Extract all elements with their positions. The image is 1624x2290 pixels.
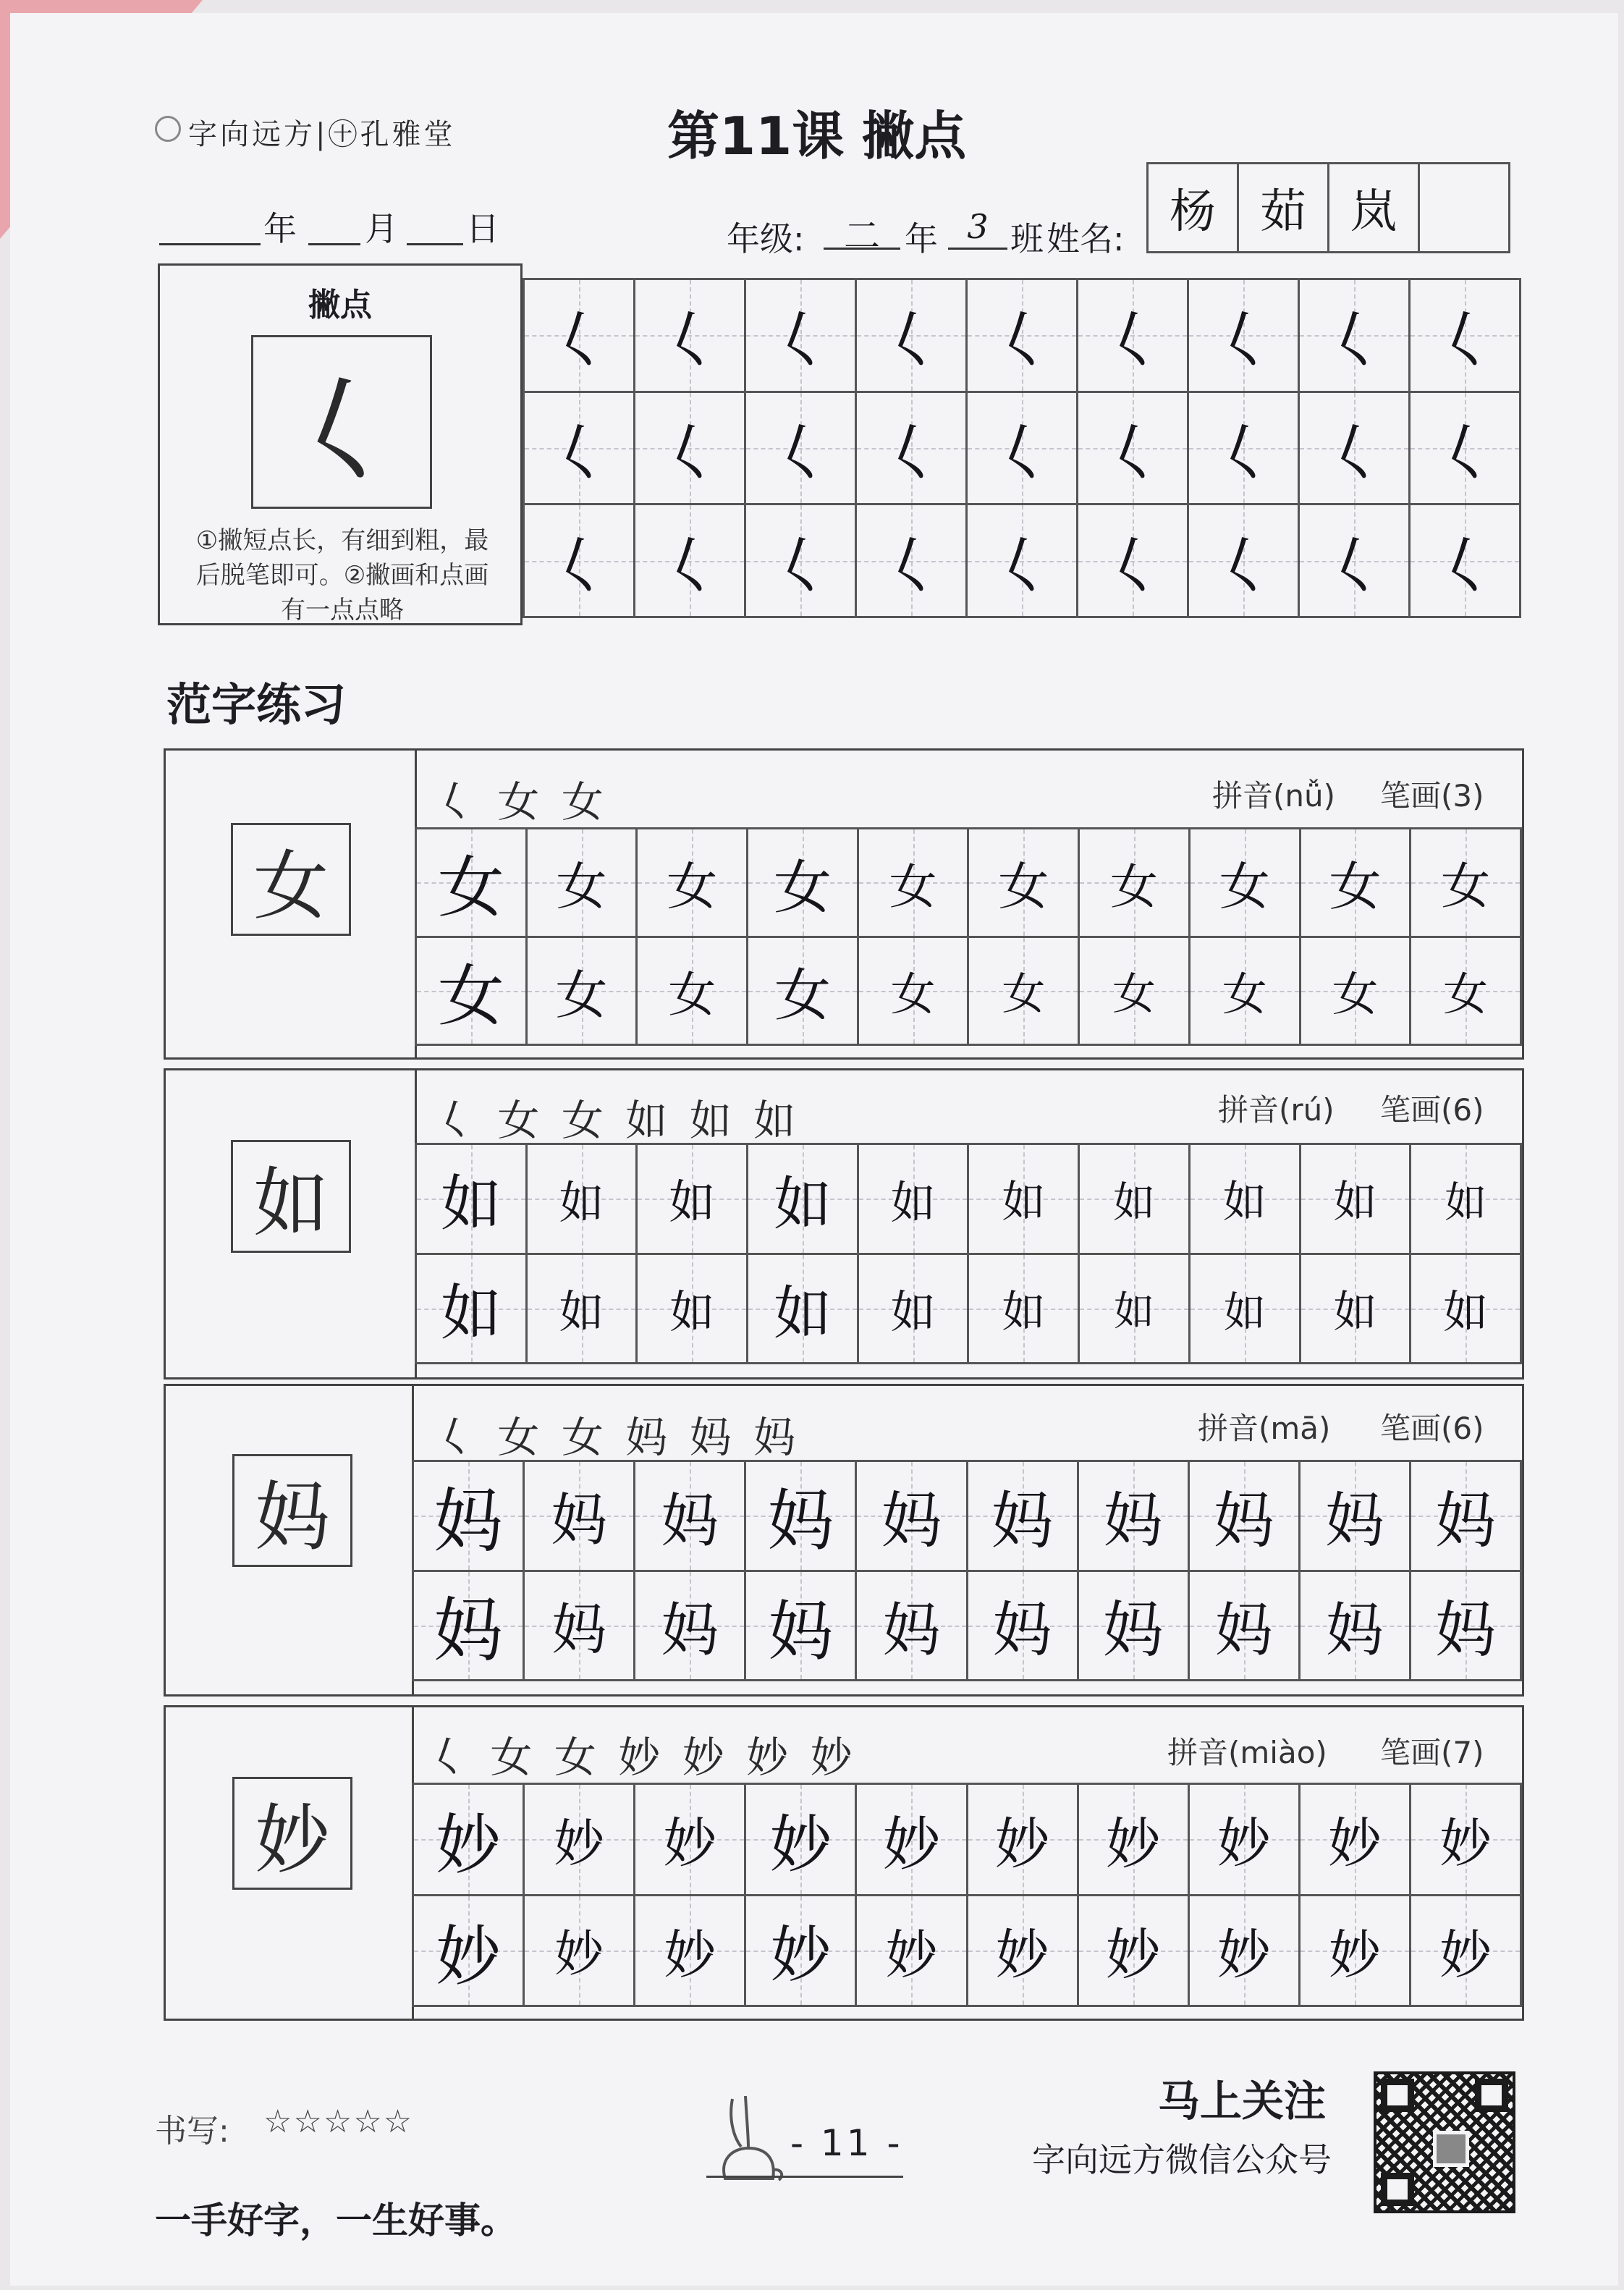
- practice-cell[interactable]: 𡿨: [1078, 505, 1189, 618]
- practice-cell[interactable]: 妙: [746, 1896, 857, 2008]
- practice-cell[interactable]: 女: [859, 938, 970, 1047]
- practice-cell[interactable]: 如: [1301, 1255, 1412, 1365]
- practice-cell[interactable]: 妙: [746, 1785, 857, 1896]
- practice-cell[interactable]: 女: [969, 829, 1080, 938]
- practice-cell[interactable]: 如: [1190, 1255, 1301, 1365]
- pinyin-label: 拼音(miào): [1167, 1735, 1327, 1770]
- practice-cell[interactable]: 妈: [1411, 1572, 1522, 1682]
- practice-cell[interactable]: 妈: [635, 1462, 746, 1572]
- practice-cell[interactable]: 妈: [968, 1462, 1079, 1572]
- practice-cell[interactable]: 𡿨: [857, 505, 968, 618]
- practice-cell[interactable]: 妈: [1301, 1572, 1411, 1682]
- practice-cell[interactable]: 妙: [1301, 1896, 1411, 2008]
- practice-cell[interactable]: 妙: [968, 1785, 1079, 1896]
- stroke-description: ①撇短点长，有细到粗，最后脱笔即可。②撇画和点画有一点点略: [195, 526, 489, 625]
- practice-cell[interactable]: 妈: [414, 1462, 525, 1572]
- practice-cell[interactable]: 女: [969, 938, 1080, 1047]
- practice-cell[interactable]: 妙: [1079, 1896, 1190, 2008]
- practice-cell[interactable]: 如: [638, 1255, 748, 1365]
- practice-cell[interactable]: 妈: [857, 1462, 968, 1572]
- name-box[interactable]: 杨: [1146, 162, 1237, 253]
- practice-cell[interactable]: 女: [748, 829, 859, 938]
- practice-cell[interactable]: 妙: [525, 1896, 635, 2008]
- grade-label: 年级:: [727, 219, 805, 258]
- stroke-order: 𡿨 女 女 妙 妙 妙 妙: [426, 1733, 857, 1782]
- practice-cell[interactable]: 𡿨: [1078, 393, 1189, 506]
- stroke-order: 𡿨 女 女 妈 妈 妈: [434, 1413, 800, 1462]
- practice-cell[interactable]: 𡿨: [1300, 393, 1411, 506]
- practice-cell[interactable]: 妙: [968, 1896, 1079, 2008]
- practice-cell[interactable]: 妈: [1190, 1462, 1301, 1572]
- practice-cell[interactable]: 𡿨: [525, 280, 635, 393]
- practice-cell[interactable]: 妙: [1411, 1785, 1522, 1896]
- practice-cell[interactable]: 女: [1190, 829, 1301, 938]
- practice-cell[interactable]: 女: [1411, 938, 1522, 1047]
- practice-cell[interactable]: 𡿨: [857, 280, 968, 393]
- name-box[interactable]: 茹: [1237, 162, 1327, 253]
- practice-cell[interactable]: 如: [1080, 1255, 1190, 1365]
- practice-cell[interactable]: 妙: [1411, 1896, 1522, 2008]
- practice-cell[interactable]: 女: [1301, 938, 1412, 1047]
- slogan: 一手好字，一生好事。: [155, 2200, 517, 2242]
- practice-cell[interactable]: 女: [528, 938, 638, 1047]
- practice-cell[interactable]: 妙: [1190, 1896, 1301, 2008]
- practice-cell[interactable]: 妙: [1190, 1785, 1301, 1896]
- practice-cell[interactable]: 妙: [414, 1896, 525, 2008]
- stroke-order: 𡿨 女 女 如 如 如: [434, 1096, 800, 1145]
- practice-cell[interactable]: 妙: [1301, 1785, 1411, 1896]
- practice-cell[interactable]: 妈: [1079, 1462, 1190, 1572]
- pinyin-label: 拼音(nǚ): [1212, 778, 1336, 814]
- stroke-model: 𡿨: [251, 335, 432, 509]
- practice-cell[interactable]: 如: [1301, 1145, 1412, 1255]
- practice-cell[interactable]: 𡿨: [525, 505, 635, 618]
- grade-field[interactable]: 二: [824, 207, 900, 250]
- brand-logo: 字向远方|㊉孔雅堂: [188, 118, 456, 151]
- year-label: 年: [263, 209, 297, 248]
- class-label: 班: [1010, 219, 1044, 258]
- practice-cell[interactable]: 如: [528, 1145, 638, 1255]
- practice-cell[interactable]: 妈: [414, 1572, 525, 1682]
- stroke-count-label: 笔画(6): [1380, 1092, 1484, 1128]
- practice-cell[interactable]: 如: [748, 1145, 859, 1255]
- practice-section-title: 范字练习: [166, 678, 347, 731]
- practice-cell[interactable]: 𡿨: [1189, 393, 1300, 506]
- practice-cell[interactable]: 如: [859, 1255, 970, 1365]
- practice-cell[interactable]: 妈: [525, 1462, 635, 1572]
- practice-cell[interactable]: 𡿨: [635, 505, 746, 618]
- practice-cell[interactable]: 𡿨: [635, 280, 746, 393]
- stroke-count-label: 笔画(3): [1380, 778, 1484, 814]
- practice-cell[interactable]: 妙: [414, 1785, 525, 1896]
- worksheet-page: [10, 13, 1618, 2286]
- practice-cell[interactable]: 妈: [1190, 1572, 1301, 1682]
- practice-cell[interactable]: 如: [969, 1255, 1080, 1365]
- practice-cell[interactable]: 𡿨: [1078, 280, 1189, 393]
- character-practice-grid: [412, 1783, 1522, 2007]
- qr-finder: [1381, 2079, 1414, 2112]
- practice-cell[interactable]: 妈: [746, 1462, 857, 1572]
- practice-cell[interactable]: 女: [638, 938, 748, 1047]
- practice-cell[interactable]: 女: [417, 829, 528, 938]
- class-field[interactable]: 3: [948, 207, 1007, 250]
- model-character: 妈: [232, 1454, 352, 1567]
- name-box[interactable]: [1418, 162, 1510, 253]
- stroke-order: 𡿨 女 女: [434, 777, 608, 827]
- practice-cell[interactable]: 𡿨: [1189, 280, 1300, 393]
- practice-cell[interactable]: 女: [1080, 829, 1190, 938]
- practice-cell[interactable]: 如: [1190, 1145, 1301, 1255]
- practice-cell[interactable]: 𡿨: [968, 505, 1078, 618]
- follow-label: 马上关注: [1158, 2076, 1327, 2126]
- writing-rating-label: 书写:: [155, 2113, 229, 2150]
- practice-cell[interactable]: 𡿨: [746, 393, 857, 506]
- practice-cell[interactable]: 𡿨: [525, 393, 635, 506]
- stroke-count-label: 笔画(6): [1380, 1411, 1484, 1446]
- practice-cell[interactable]: 妈: [635, 1572, 746, 1682]
- character-block: [164, 1384, 1524, 1697]
- practice-cell[interactable]: 𡿨: [1411, 280, 1521, 393]
- practice-cell[interactable]: 如: [417, 1255, 528, 1365]
- pinyin-label: 拼音(mā): [1198, 1411, 1331, 1446]
- brand-seal-icon: [155, 116, 181, 142]
- practice-cell[interactable]: 女: [1190, 938, 1301, 1047]
- practice-cell[interactable]: 妈: [968, 1572, 1079, 1682]
- practice-cell[interactable]: 女: [1080, 938, 1190, 1047]
- practice-cell[interactable]: 妈: [1079, 1572, 1190, 1682]
- grade-unit: 年: [905, 219, 938, 258]
- practice-cell[interactable]: 妈: [525, 1572, 635, 1682]
- practice-cell[interactable]: 如: [638, 1145, 748, 1255]
- practice-cell[interactable]: 𡿨: [968, 393, 1078, 506]
- stroke-info-panel: [158, 263, 523, 625]
- practice-cell[interactable]: 如: [859, 1145, 970, 1255]
- star-rating[interactable]: ☆☆☆☆☆: [263, 2103, 414, 2140]
- character-block: [164, 1068, 1524, 1380]
- qr-logo: [1433, 2131, 1469, 2167]
- practice-cell[interactable]: 女: [528, 829, 638, 938]
- lesson-title: 第11课 撇点: [667, 106, 967, 166]
- stroke-practice-grid: [523, 278, 1521, 618]
- practice-cell[interactable]: 女: [1301, 829, 1412, 938]
- practice-cell[interactable]: 女: [748, 938, 859, 1047]
- practice-cell[interactable]: 妈: [1301, 1462, 1411, 1572]
- practice-cell[interactable]: 妙: [857, 1785, 968, 1896]
- qr-code[interactable]: [1374, 2071, 1515, 2213]
- practice-cell[interactable]: 如: [528, 1255, 638, 1365]
- character-block: [164, 1705, 1524, 2021]
- name-label: 姓名:: [1046, 219, 1125, 258]
- name-boxes: [1146, 162, 1510, 253]
- practice-cell[interactable]: 妙: [635, 1785, 746, 1896]
- practice-cell[interactable]: 女: [417, 938, 528, 1047]
- page-number: - 11 -: [790, 2122, 903, 2164]
- model-character: 妙: [232, 1777, 352, 1890]
- character-practice-grid: [415, 827, 1522, 1046]
- pinyin-label: 拼音(rú): [1218, 1092, 1335, 1128]
- practice-cell[interactable]: 女: [859, 829, 970, 938]
- practice-cell[interactable]: 𡿨: [1300, 280, 1411, 393]
- practice-cell[interactable]: 𡿨: [746, 505, 857, 618]
- practice-cell[interactable]: 如: [1411, 1255, 1522, 1365]
- month-label: 月: [365, 209, 398, 248]
- stroke-name: 撇点: [308, 287, 372, 324]
- practice-cell[interactable]: 妈: [1411, 1462, 1522, 1572]
- practice-cell[interactable]: 𡿨: [968, 280, 1078, 393]
- qr-finder: [1475, 2079, 1508, 2112]
- practice-cell[interactable]: 𡿨: [1189, 505, 1300, 618]
- practice-cell[interactable]: 如: [1411, 1145, 1522, 1255]
- practice-cell[interactable]: 妙: [857, 1896, 968, 2008]
- practice-cell[interactable]: 𡿨: [1411, 505, 1521, 618]
- practice-cell[interactable]: 女: [1411, 829, 1522, 938]
- practice-cell[interactable]: 如: [969, 1145, 1080, 1255]
- practice-cell[interactable]: 𡿨: [1411, 393, 1521, 506]
- wechat-account-label: 字向远方微信公众号: [1032, 2140, 1332, 2179]
- character-block: [164, 748, 1524, 1060]
- qr-finder: [1381, 2173, 1414, 2206]
- practice-cell[interactable]: 𡿨: [635, 393, 746, 506]
- day-blank[interactable]: [407, 236, 463, 245]
- character-practice-grid: [415, 1143, 1522, 1364]
- month-blank[interactable]: [308, 236, 360, 245]
- year-blank[interactable]: [159, 236, 261, 245]
- practice-cell[interactable]: 如: [417, 1145, 528, 1255]
- practice-cell[interactable]: 𡿨: [1300, 505, 1411, 618]
- practice-cell[interactable]: 𡿨: [857, 393, 968, 506]
- model-character: 如: [231, 1140, 351, 1253]
- practice-cell[interactable]: 如: [1080, 1145, 1190, 1255]
- character-practice-grid: [412, 1460, 1522, 1681]
- practice-cell[interactable]: 妈: [857, 1572, 968, 1682]
- stroke-count-label: 笔画(7): [1380, 1735, 1484, 1770]
- practice-cell[interactable]: 女: [638, 829, 748, 938]
- page-number-underline: [706, 2176, 903, 2178]
- practice-cell[interactable]: 妙: [635, 1896, 746, 2008]
- practice-cell[interactable]: 妈: [746, 1572, 857, 1682]
- practice-cell[interactable]: 如: [748, 1255, 859, 1365]
- practice-cell[interactable]: 妙: [1079, 1785, 1190, 1896]
- practice-cell[interactable]: 妙: [525, 1785, 635, 1896]
- day-label: 日: [466, 209, 499, 248]
- name-box[interactable]: 岚: [1327, 162, 1418, 253]
- model-character: 女: [231, 823, 351, 936]
- practice-cell[interactable]: 𡿨: [746, 280, 857, 393]
